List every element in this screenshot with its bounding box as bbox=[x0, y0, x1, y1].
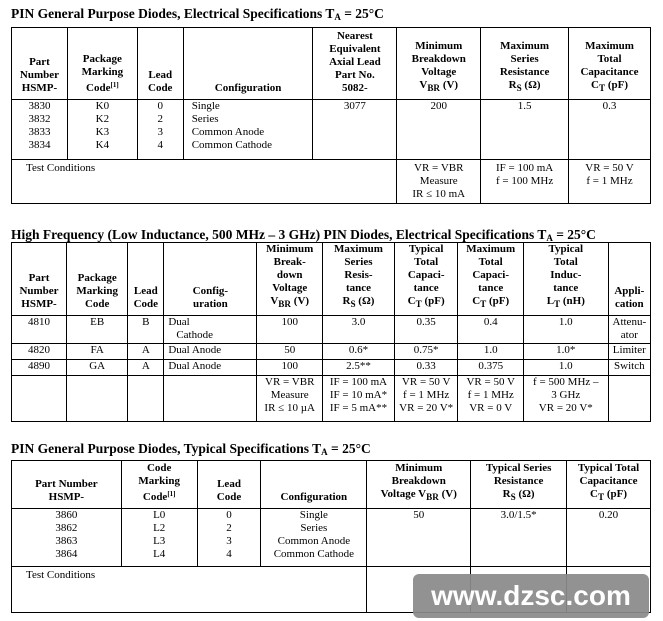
header-part-number: Part Number HSMP- bbox=[12, 243, 67, 316]
section3-title: PIN General Purpose Diodes, Typical Specifications $T_A = 25^\circ C$ bbox=[11, 441, 371, 457]
header-series-resistance: Typical Series Resistance $R_S$ (Ω) bbox=[471, 461, 567, 509]
table-row: 3860 3862 3863 3864 L0 L2 L3 L4 0 2 3 4 Single Series Common Anode Common Cathode 50 3.0/1.5* 0.20 bbox=[12, 509, 651, 567]
header-total-capacitance: Typical Total Capacitance $C_T$ (pF) bbox=[567, 461, 651, 509]
watermark-logo: www.dzsc.com bbox=[413, 574, 649, 618]
header-part-number: Part Number HSMP- bbox=[12, 28, 68, 100]
header-series-resistance: Maximum Series Resis- tance $R_S$ (Ω) bbox=[323, 243, 395, 316]
test-conditions-row: VR = VBR Measure IR ≤ 10 µA IF = 100 mA IF = 10 mA* IF = 5 mA** VR = 50 V f = 1 MHz VR = 20 V* VR = 50 V f = 1 MHz VR = 0 V f = 500 MHz – 3 GHz VR = 20 V* bbox=[12, 376, 651, 422]
table-row: 3830 3832 3833 3834 K0 K2 K3 K4 0 2 3 4 Single Series Common Anode Common Cathode 3077 200 1.5 0.3 bbox=[12, 100, 651, 160]
header-breakdown-voltage: Minimum Breakdown Voltage $V_{BR}$ (V) bbox=[397, 28, 481, 100]
header-series-resistance: Maximum Series Resistance $R_S$ (Ω) bbox=[481, 28, 569, 100]
header-inductance: Typical Total Induc- tance $L_T$ (nH) bbox=[523, 243, 608, 316]
header-typical-capacitance: Typical Total Capaci- tance $C_T$ (pF) bbox=[394, 243, 457, 316]
test-conditions-row: Test Conditions VR = VBR Measure IR ≤ 10 mA IF = 100 mA f = 100 MHz VR = 50 V f = 1 MHz bbox=[12, 160, 651, 204]
section2-title: High Frequency (Low Inductance, 500 MHz – 3 GHz) PIN Diodes, Electrical Specifications $T_A = 25^\circ C$ bbox=[11, 227, 596, 243]
header-breakdown-voltage: Minimum Break- down Voltage $V_{BR}$ (V) bbox=[257, 243, 323, 316]
general-purpose-spec-table bbox=[11, 27, 651, 204]
high-frequency-spec-table bbox=[11, 242, 651, 422]
header-lead-code: Lead Code bbox=[137, 28, 183, 100]
header-package-marking: Package Marking Code[1] bbox=[67, 28, 137, 100]
header-application: Appli- cation bbox=[608, 243, 650, 316]
header-breakdown-voltage: Minimum Breakdown Voltage $V_{BR}$ (V) bbox=[367, 461, 471, 509]
section1-title: PIN General Purpose Diodes, Electrical Specifications $T_A = 25^\circ C$ bbox=[11, 6, 384, 22]
header-lead-code: Lead Code bbox=[197, 461, 261, 509]
header-lead-code: Lead Code bbox=[128, 243, 164, 316]
table-row: 4820 FA A Dual Anode 50 0.6* 0.75* 1.0 1.0* Limiter bbox=[12, 344, 651, 360]
header-max-capacitance: Maximum Total Capaci- tance $C_T$ (pF) bbox=[458, 243, 524, 316]
header-configuration: Config- uration bbox=[164, 243, 257, 316]
header-package-marking: Package Marking Code bbox=[67, 243, 128, 316]
header-total-capacitance: Maximum Total Capacitance $C_T$ (pF) bbox=[569, 28, 651, 100]
header-axial-lead: Nearest Equivalent Axial Lead Part No. 5082- bbox=[313, 28, 397, 100]
header-configuration: Configuration bbox=[261, 461, 367, 509]
header-configuration: Configuration bbox=[183, 28, 313, 100]
test-conditions-row: Test Conditions bbox=[12, 567, 651, 613]
table-row: 4810 EB B Dual Cathode 100 3.0 0.35 0.4 1.0 Attenu- ator bbox=[12, 316, 651, 344]
table-row: 4890 GA A Dual Anode 100 2.5** 0.33 0.375 1.0 Switch bbox=[12, 360, 651, 376]
header-code-marking: Code Marking Code[1] bbox=[121, 461, 197, 509]
header-part-number: Part Number HSMP- bbox=[12, 461, 122, 509]
